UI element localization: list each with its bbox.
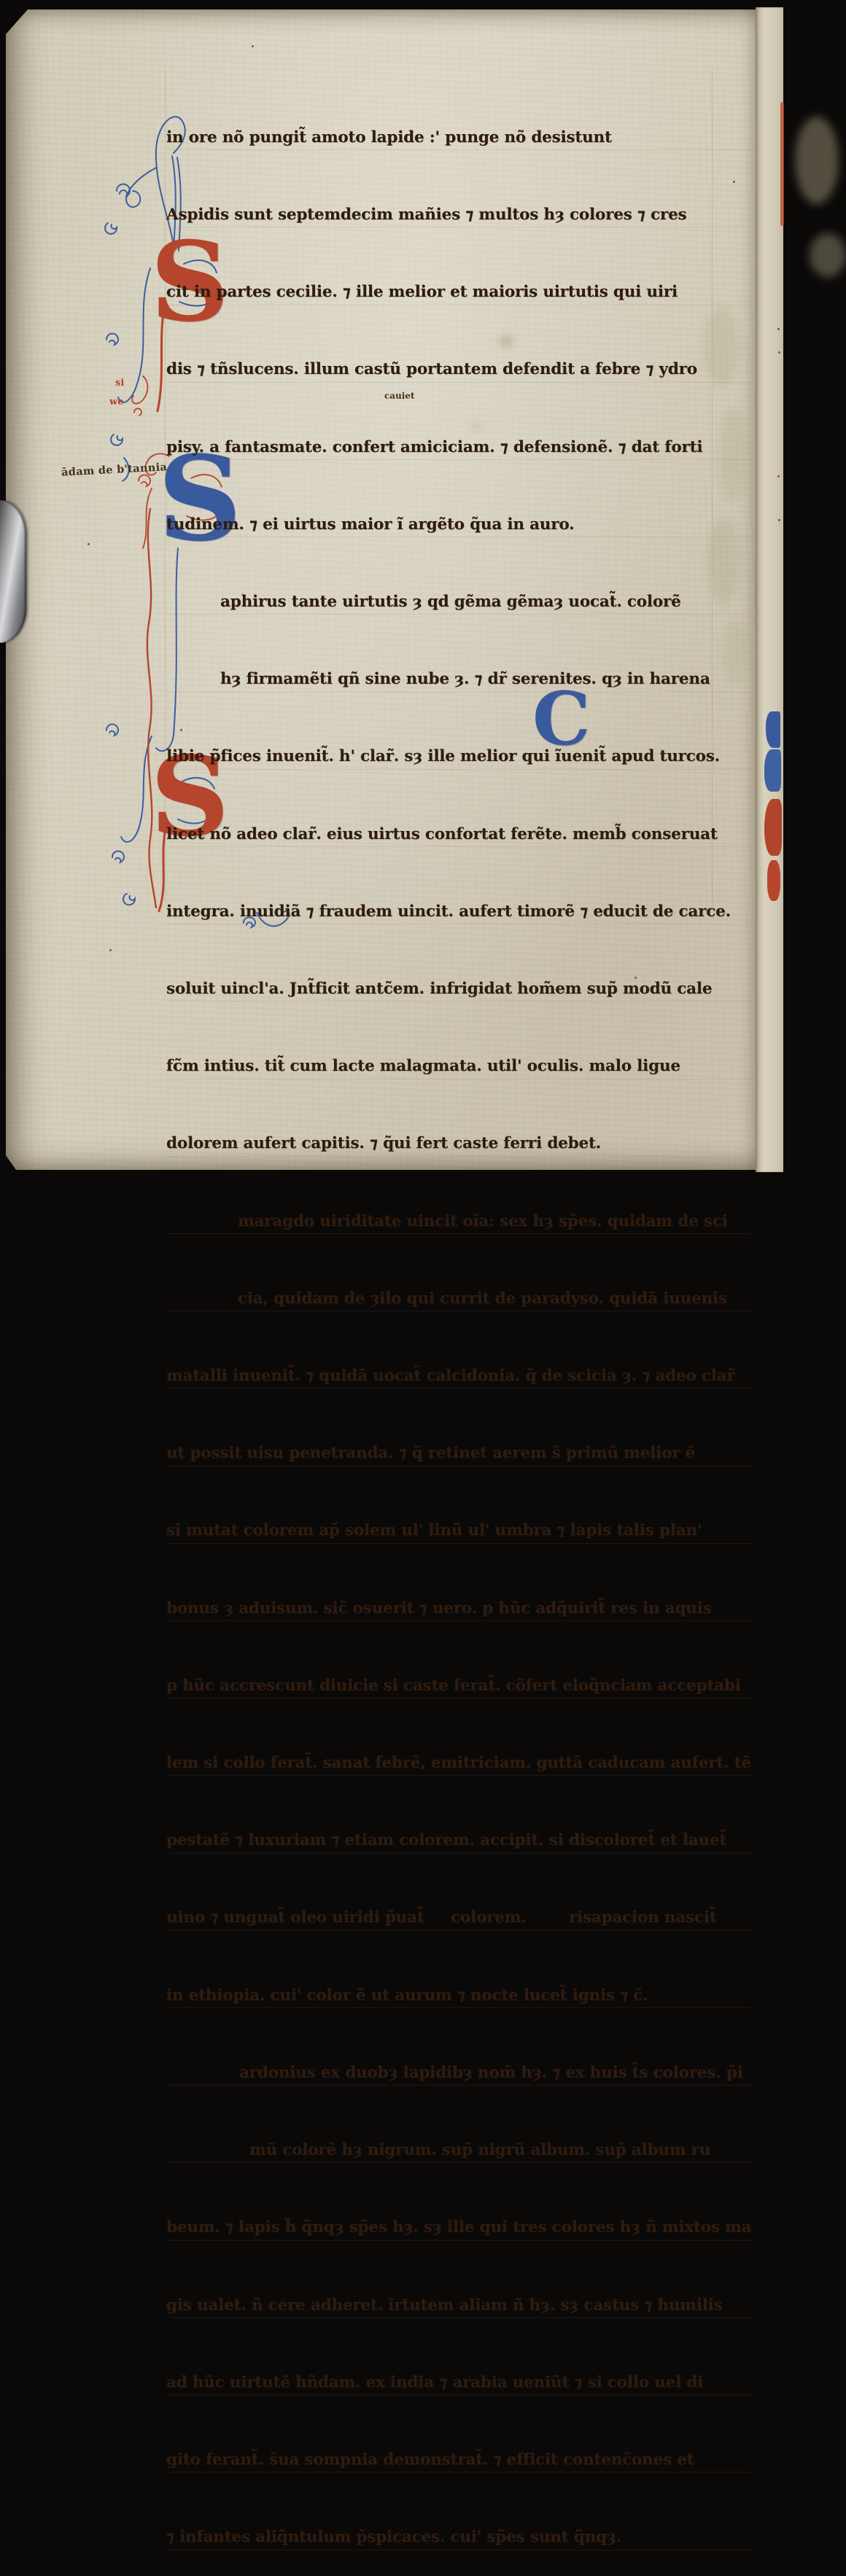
interlinear-gloss: cauiet [384,391,415,401]
text-line: Aspidis sunt septemdecim mañies ⁊ multos hȝ colores ⁊ cres [166,202,751,227]
facing-page-red-initial-fragment [767,860,780,901]
text-line: licet nõ adeo clar̃. eius uirtus confortat ferẽte. memb̃ conseruat [166,821,751,847]
text-line: in ethiopia. cui' color ẽ ut aurum ⁊ nocte lucet̃ ignis ⁊ c̃. [166,1983,751,2008]
text-line: tudinem. ⁊ ei uirtus maior ĩ argẽto q̃ua in auro. [166,512,751,537]
text-line: integra. inuidiã ⁊ fraudem uincit. aufert timorẽ ⁊ educit de carce. [166,899,751,924]
text-line: maragdo uiriditate uincit oĩa: sex hȝ sp̃es. quidam de sci [166,1209,751,1234]
facing-page-blue-initial-fragment [764,749,781,792]
text-line: cit in partes cecilie. ⁊ ille melior et maioris uirtutis qui uiri [166,279,751,305]
text-line: hȝ firmamẽti qñ sine nube ȝ. ⁊ dr̃ serenites. qȝ in harena [166,666,751,692]
text-line: mũ colorẽ hȝ nigrum. sup̃ nigrũ album. sup̃ album ru [166,2137,751,2163]
facing-page-red-fragment-top [780,102,784,226]
illuminated-initial-sardonius: S [150,733,230,861]
dirt-speck [88,543,90,545]
text-line: soluit uincl'a. Jnt̃ficit antc̃em. infrigidat hom̃em sup̃ modũ cale [166,976,751,1002]
facing-page-edge [756,7,783,1172]
text-line: lem si collo ferat̃. sanat febrẽ, emitriciam. guttã caducam aufert. tẽ [166,1750,751,1776]
margin-note-owner: ādam de b'tannia [61,461,168,479]
margin-guide-letter-bottom: we [109,397,124,407]
text-line: gis ualet. ñ cere adheret. ĩrtutem aliam ñ hȝ. sȝ castus ⁊ humilis [166,2292,751,2318]
text-line: dis ⁊ tñslucens. illum castũ portantem defendit a febre ⁊ ydro [166,356,751,382]
text-line: ardonius ex duobȝ lapidibȝ nom̃ hȝ. ⁊ ex huis t̃s colores. p̃i [166,2060,751,2085]
dirt-speck [109,949,112,951]
text-line: libie p̃fices inuenit̃. h' clar̃. sȝ ille melior qui ĩuenit̃ apud turcos. [166,743,751,769]
text-line: ut possit uisu penetranda. ⁊ q̃ retinet aerem s̃ primũ melior ẽ [166,1440,751,1466]
text-line: dolorem aufert capitis. ⁊ q̃ui fert caste ferri debet. [166,1131,751,1156]
illuminated-initial-smaragdus: S [158,430,242,567]
text-line: gito ferant̃. s̃ua sompnia demonstrat̃. ⁊ efficit contenc̃ones et [166,2447,751,2472]
text-line: fc̃m intius. tit̃ cum lacte malagmata. util' oculis. malo ligue [166,1053,751,1079]
text-line: matalli inuenit̃. ⁊ quidã uocat̃ calcidonia. q̃ de scicia ȝ. ⁊ adeo clar̃ [166,1363,751,1389]
fore-edge-speck [777,475,780,477]
text-line: ⁊ infantes aliq̃ntulum p̃spicaces. cui' sp̃es sunt q̃nqȝ. [166,2524,751,2550]
margin-guide-letter-top: si [115,378,125,389]
text-line: bonus ȝ aduisum. sic̃ osuerit ⁊ uero. p hũc adq̃uirit̃ res in aquis [166,1596,751,1621]
fore-edge-speck [777,328,780,330]
illuminated-initial-crisapacion: C [532,676,591,762]
facing-page-blue-initial-fragment [766,711,780,748]
text-line: in ore nõ pungit̃ amoto lapide :' punge nõ desistunt [166,125,751,150]
text-line: p hũc accrescunt diuicie si caste ferat̃. cõfert eloq̃nciam acceptabi [166,1673,751,1698]
text-line: si mutat colorem ap̃ solem ul' linũ ul' umbra ⁊ lapis talis plan' [166,1518,751,1543]
facing-page-red-initial-fragment [764,799,782,856]
metal-page-clasp [0,500,26,643]
text-line: ad hũc uirtutẽ hñdam. ex india ⁊ arabia ueniũt ⁊ si collo uel di [166,2370,751,2395]
stain [810,233,846,277]
stain [795,117,839,204]
illuminated-initial-saphirus: S [150,218,230,346]
text-line: cia, quidam de ȝilo qui currit de paradyso. quidã iuuenis [166,1286,751,1311]
dirt-speck [252,45,254,47]
text-line: aphirus tante uirtutis ȝ qd gẽma gẽmaȝ uocat̃. colorẽ [166,589,751,614]
text-line: pestatẽ ⁊ luxuriam ⁊ etiam colorem. accipit. si discoloret̃ et lauet̃ [166,1827,751,1853]
fore-edge-speck [778,519,780,521]
text-block [166,73,751,2576]
fore-edge-speck [778,351,780,354]
text-line: uino ⁊ unguat̃ oleo uiridi p̃uat̃ colorem. risapacion nascit̃ [166,1905,751,1930]
text-line: beum. ⁊ lapis h̃ q̃nqȝ sp̃es hȝ. sȝ ille qui tres colores hȝ ñ mixtos ma [166,2214,751,2240]
text-line: pisy. a fantasmate. confert amiciciam. ⁊ defensionẽ. ⁊ dat forti [166,434,751,460]
